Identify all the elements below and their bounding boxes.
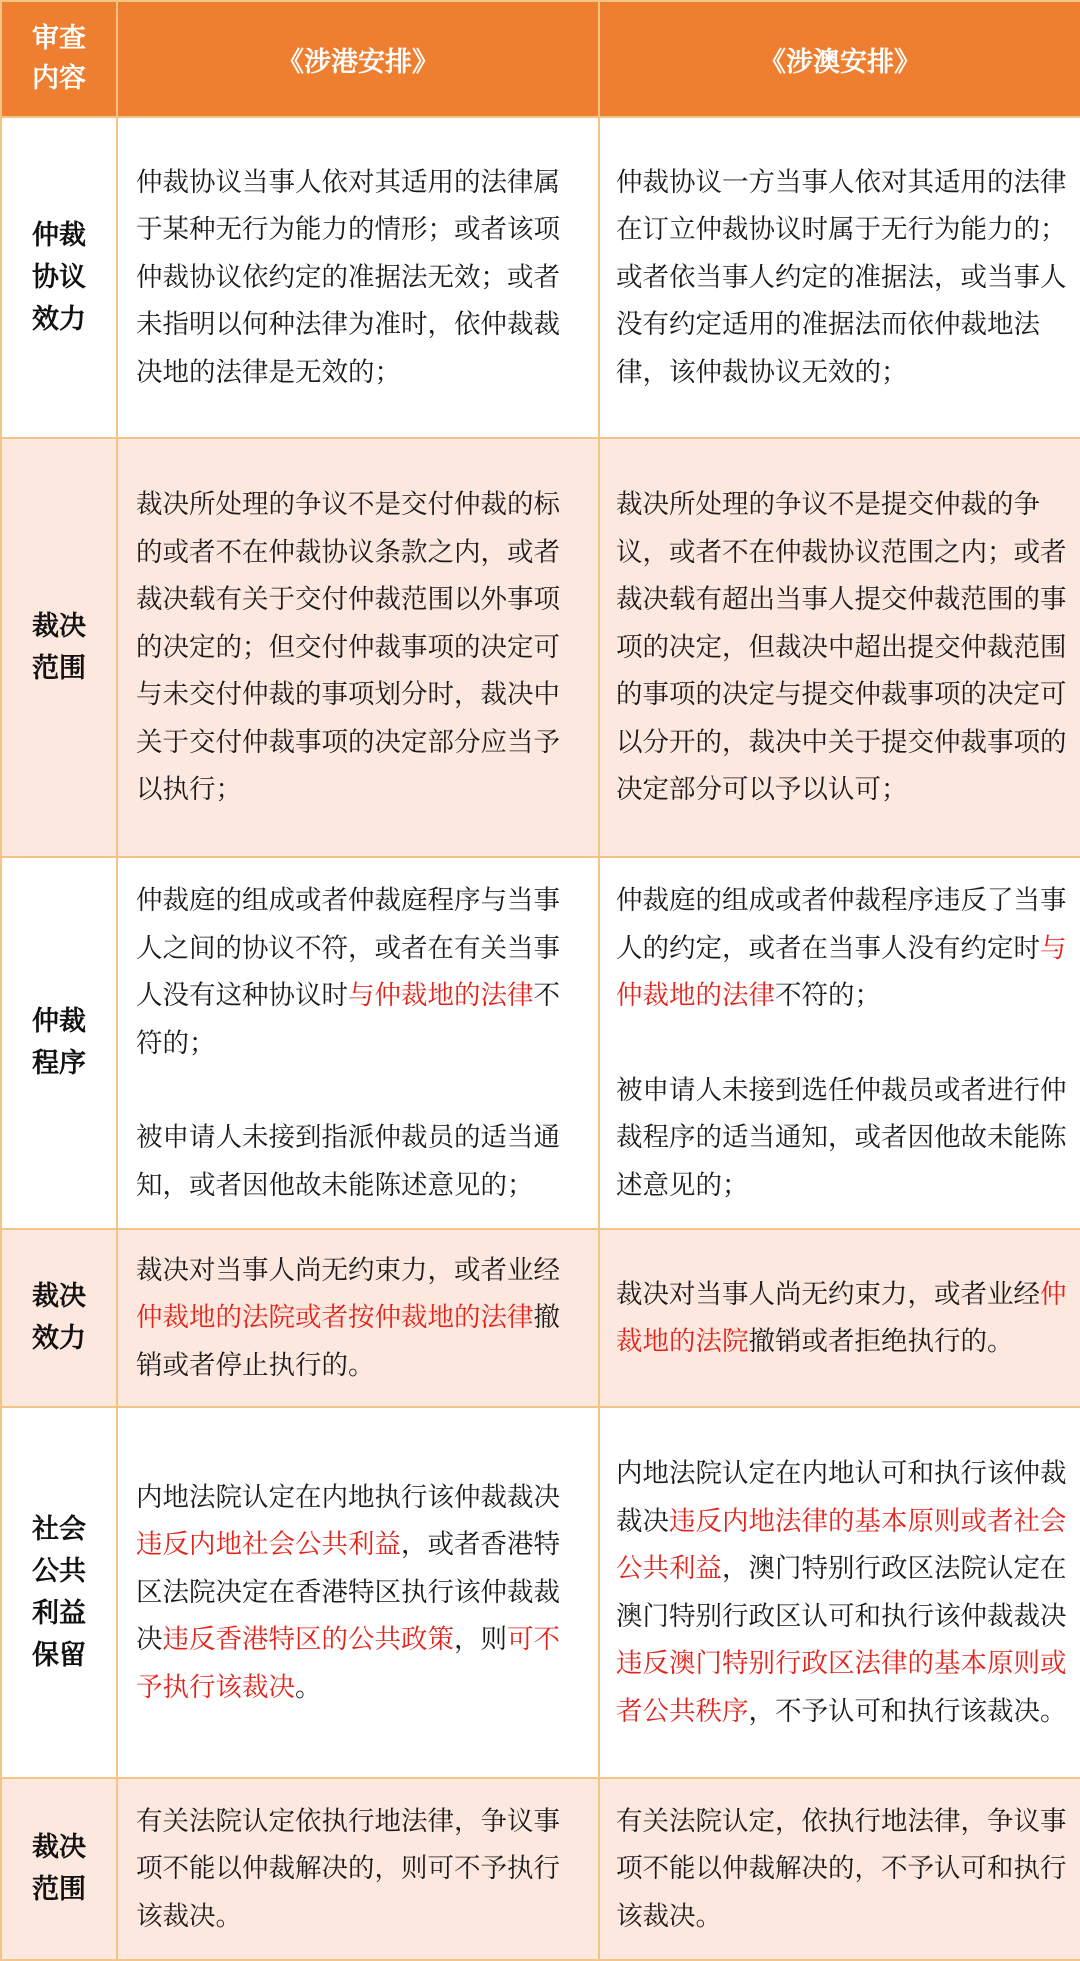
hk-text: ，则 <box>454 1624 507 1656</box>
table-row <box>1 1407 1080 1778</box>
table-row <box>1 1229 1080 1407</box>
hk-text: 撤销或者停止执行的。 <box>136 1302 560 1381</box>
hk-cell-award-effect <box>117 1229 599 1407</box>
hk-highlight: 违反内地社会公共利益 <box>136 1529 401 1561</box>
hk-cell-award-scope <box>117 438 599 857</box>
mo-text: 仲裁庭的组成或者仲裁程序违反了当事人的约定，或者在当事人没有约定时 <box>616 885 1067 964</box>
mo-highlight: 违反内地法律的基本原则或者社会公共利益 <box>616 1505 1067 1584</box>
mo-cell-award-effect <box>599 1229 1080 1407</box>
row-label-agreement-validity: 仲裁 协议 效力 <box>1 117 117 438</box>
mo-text: ，不予认可和执行该裁决。 <box>748 1695 1067 1727</box>
mo-highlight: 违反澳门特别行政区法律的基本原则或者公共秩序 <box>616 1648 1067 1727</box>
mo-cell-award-scope <box>599 438 1080 857</box>
hk-text: ，或者香港特区法院决定在香港特区执行该仲裁裁决 <box>136 1529 560 1656</box>
mo-text: 裁决对当事人尚无约束力，或者业经 <box>616 1278 1040 1310</box>
hk-paragraph-2: 被申请人未接到指派仲裁员的适当通知，或者因他故未能陈述意见的； <box>136 1122 560 1201</box>
hk-paragraph-1 <box>136 877 584 1067</box>
hk-text: 内地法院认定在内地执行该仲裁裁决 <box>136 1481 560 1513</box>
row-label-award-scope-2: 裁决 范围 <box>1 1778 117 1960</box>
row-label-arbitration-procedure: 仲裁 程序 <box>1 857 117 1229</box>
table-header-row <box>1 1 1080 117</box>
hk-text: 裁决对当事人尚无约束力，或者业经 <box>136 1254 560 1286</box>
hk-text: 不符的； <box>136 980 560 1059</box>
hk-cell-arbitrability <box>117 1778 599 1960</box>
row-label-award-scope: 裁决 范围 <box>1 438 117 857</box>
paragraph-gap <box>616 1020 1072 1067</box>
header-review-content <box>1 1 117 117</box>
table-row <box>1 438 1080 857</box>
hk-text: 裁决所处理的争议不是交付仲裁的标的或者不在仲裁协议条款之内，或者裁决载有关于交付仲裁范围以外事项的决定的；但交付仲裁事项的决定可与未交付仲裁的事项划分时，裁决中关于交付仲裁事项的决定部分应当予以执行； <box>136 489 560 806</box>
mo-paragraph-1 <box>616 877 1072 1020</box>
mo-text: 撤销或者拒绝执行的。 <box>748 1326 1014 1357</box>
hk-cell-public-interest <box>117 1407 599 1778</box>
hk-text: 仲裁协议当事人依对其适用的法律属于某种无行为能力的情形；或者该项仲裁协议依约定的准据法无效；或者未指明以何种法律为准时，依仲裁裁决地的法律是无效的； <box>136 166 560 388</box>
hk-highlight: 与仲裁地的法律 <box>348 980 534 1011</box>
mo-text: 有关法院认定，依执行地法律，争议事项不能以仲裁解决的，不予认可和执行该裁决。 <box>616 1805 1067 1932</box>
mo-cell-arbitrability <box>599 1778 1080 1960</box>
header-review-content-line-1: 审查 <box>32 23 86 54</box>
row-label-award-effect: 裁决 效力 <box>1 1229 117 1407</box>
paragraph-gap <box>136 1067 584 1114</box>
table-row <box>1 117 1080 438</box>
mo-text: 仲裁协议一方当事人依对其适用的法律在订立仲裁协议时属于无行为能力的；或者依当事人约定的准据法，或当事人没有约定适用的准据法而依仲裁地法律，该仲裁协议无效的； <box>616 166 1067 388</box>
header-macau-arrangement: 《涉澳安排》 <box>599 1 1080 117</box>
hk-highlight: 仲裁地的法院或者按仲裁地的法律 <box>136 1302 534 1334</box>
mo-text: ，澳门特别行政区法院认定在澳门特别行政区认可和执行该仲裁裁决 <box>616 1553 1067 1632</box>
mo-highlight: 与仲裁地的法律 <box>616 932 1067 1011</box>
mo-highlight: 仲裁地的法院 <box>616 1278 1067 1357</box>
mo-text: 不符的； <box>775 980 881 1011</box>
mo-text: 内地法院认定在内地认可和执行该仲裁裁决 <box>616 1458 1067 1537</box>
table-row <box>1 857 1080 1229</box>
header-hk-arrangement: 《涉港安排》 <box>117 1 599 117</box>
header-review-content-line-2: 内容 <box>32 63 86 94</box>
mo-cell-agreement-validity <box>599 117 1080 438</box>
hk-highlight: 违反香港特区的公共政策 <box>162 1624 454 1656</box>
mo-cell-public-interest <box>599 1407 1080 1778</box>
hk-text: 仲裁庭的组成或者仲裁庭程序与当事人之间的协议不符，或者在有关当事人没有这种协议时 <box>136 885 560 1011</box>
hk-cell-agreement-validity <box>117 117 599 438</box>
table-row <box>1 1778 1080 1960</box>
row-label-public-interest: 社会 公共 利益 保留 <box>1 1407 117 1778</box>
mo-paragraph-2: 被申请人未接到选任仲裁员或者进行仲裁程序的适当通知，或者因他故未能陈述意见的； <box>616 1074 1067 1201</box>
mo-cell-arbitration-procedure <box>599 857 1080 1229</box>
hk-text: 有关法院认定依执行地法律，争议事项不能以仲裁解决的，则可不予执行该裁决。 <box>136 1805 560 1932</box>
mo-text: 裁决所处理的争议不是提交仲裁的争议，或者不在仲裁协议范围之内；或者裁决载有超出当事人提交仲裁范围的事项的决定，但裁决中超出提交仲裁范围的事项的决定与提交仲裁事项的决定可以分开的，裁决中关于提交仲裁事项的决定部分可以予以认可； <box>616 489 1067 806</box>
hk-cell-arbitration-procedure <box>117 857 599 1229</box>
hk-text: 。 <box>295 1671 322 1703</box>
hk-highlight: 可不予执行该裁决 <box>136 1624 560 1703</box>
